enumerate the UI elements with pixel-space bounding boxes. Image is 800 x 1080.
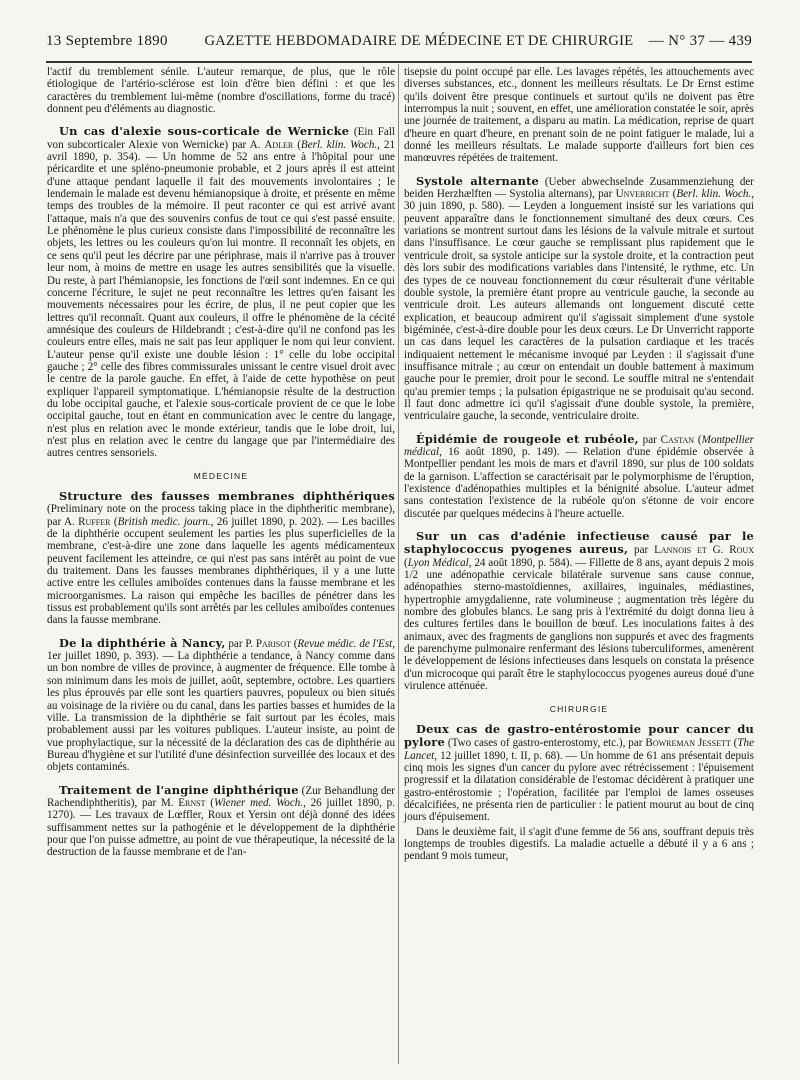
column-separator [398,64,399,1064]
article-author: Castan [660,433,695,446]
section-heading-chirurgie: CHIRURGIE [549,703,609,714]
issue-date: 13 Septembre 1890 [46,33,168,49]
article-body: La diphthérie a tendance, à Nancy comme dans un bon nombre de villes de province, à augmenter de fréquence. Elle tombe à son minimum dans les mois de juillet, août, septembre, octobre. Les quartiers les plus éprouvés par elle sont les quartiers pauvres, populeux ou bien situés au voisinage de la rivière ou du canal, dans les parties basses et humides de la ville. La transmission de la diphthérie se fait surtout par les écoles, mais probablement aussi par les voitures publiques. L'auteur insiste, au point de vue prophylactique, sur la nécessité de la déclaration des cas de diphthérie au Bureau d'hygiène et sur l'utilité d'une désinfection surveillée des locaux et des objets contaminés. [47,650,395,774]
article-source: Montpellier médical [404,433,754,458]
article-body-continued: Dans le deuxième fait, il s'agit d'une femme de 56 ans, souffrant depuis très longtemps de troubles digestifs. La maladie actuelle a débuté il y a 6 ans ; pendant 9 mois tumeur, [404,825,754,863]
article-body: Fillette de 8 ans, ayant depuis 2 mois 1/2 une adénopathie cervicale bilatérale survenue sans cause connue, adénopathies sterno-mastoïdiennes, axillaires, inguinales, médiastines, hypertrophie amygdalienne, rate volumineuse ; augmentation très légère du nombre des globules blancs. Le sang pris à l'extrémité du doigt donna lieu à des cultures fertiles dans le bouillon de bœuf. Les inoculations faites à des animaux, avec des fragments de ganglions non suppurés et avec des fragments de parenchyme pulmonaire renfermant des lésions tuberculiformes, amenèrent le développement de lésions infectieuses dans lesquels on constata la présence d'un microcoque qui paraît être le staphylococcus pyogenes aureus doué d'une virulence atténuée. [404,556,754,693]
article-body: — Un homme de 61 ans présentait depuis cinq mois les signes d'un cancer du pylore avec rétrécissement : l'épuisement progressif et la dilatation considérable de l'estomac décidèrent à pratiquer une gastro-entérostomie ; l'opération, facilitée par l'emploi de lames osseuses décalcifiées, ne présenta rien de particulier : le patient mourut au bout de cinq jours d'épuisement. [404,749,754,824]
article-title: Traitement de l'angine diphthérique [59,782,299,797]
left-column [47,66,395,861]
article-source: The Lancet [404,737,755,762]
article-title: Systole alternante [416,173,539,188]
article-title: Un cas d'alexie sous-corticale de Wernicke [59,124,350,139]
section-heading-medecine: MÉDECINE [193,470,249,481]
article-title: Deux cas de gastro-entérostomie pour cancer du pylore [404,721,754,750]
article-systole: Systole alternante (Ueber abwechselnde Zusammenziehung der beiden Herzhælften — Systolia alternans), par Unverricht (Berl. klin. Woch., 30 juin 1890, p. 580). — Leyden a longuement insisté sur les variations qui peuvent apparaître dans le fonctionnement simultané des deux cœurs. Ces variations se montrent surtout dans les lésions de la valvule mitrale et surtout dans l'insuffisance. Le cœur gauche se remplissant plus rapidement que le ventricule droit, sa systole anticipe sur la systole droite, et la contraction peut dès lors subir des modifications variables dans l'intensité, le rythme, etc. Un des types de ce nouveau fonctionnement du cœur résulterait d'une véritable double systole, la première étant propre au ventricule gauche, la seconde au ventricule droit. Les auteurs allemands ont longuement discuté cette explication, et beaucoup admirent qu'il s'agissait simplement d'une systole bigéminée, c'est-à-dire double pour les deux cœurs. Le Dr Unverricht rapporte un cas dans lequel les caractères de la pulsation cardiaque et les tracés indiquaient nettement le mécanisme invoqué par Leyden : il s'agissait d'une insuffisance mitrale ; au cœur on entendait un double battement à maximum gauche pour le premier, droit pour le second. Le souffle mitral ne s'entendait qu'au premier temps ; la pulsation épigastrique ne se produisait qu'au second. Il faut donc admettre ici qu'il s'agissait d'une double systole, la première, ventriculaire gauche, la seconde, ventriculaire droite. [404,173,755,423]
article-source: Revue médic. de l'Est [297,637,393,650]
article-body: Les travaux de Lœffler, Roux et Yersin ont déjà donné des idées suffisamment nettes sur la pathogénie et le développement de la diphthérie pour que l'on puisse admettre, au point de vue thérapeutique, la nécessité de la destruction de la fausse membrane et de l'an- [47,809,395,859]
article-author: Ernst [178,796,206,809]
article-source: Berl. klin. Woch. [676,188,752,201]
continued-paragraph: tisepsie du point occupé par elle. Les lavages répétés, les attouchements avec diverses substances, etc., donnent les meilleurs résultats. Le Dr Ernst estime qu'ils doivent être presque continuels et surtout qu'ils ne doivent pas être interrompus la nuit ; souvent, en effet, une amélioration constatée le soir, après une journée de traitement, a disparu au matin. La médication, reprise de quart d'heure en quart d'heure, en prenant soin de ne point fatiguer le malade, lui a donné les meilleurs résultats. Le malade supporte d'ailleurs fort bien ces manœuvres répétées de traitement. [404,66,754,165]
article-author: Bowreman Jessett [645,737,731,750]
journal-title: GAZETTE HEBDOMADAIRE DE MÉDECINE ET DE CHIRURGIE [204,33,634,49]
article-source: Wiener med. Woch. [213,796,304,809]
article-body: Relation d'une épidémie observée à Montpellier pendant les mois de mars et d'avril 1890, sur plus de 100 soldats de la garnison. L'affection se caractérisait par le polymorphisme de l'éruption, l'existence d'adénopathies multiples et la bénignité absolue. L'auteur admet sans contestation l'existence de la rubéole qu'on s'étonne de voir encore discutée par quelques médecins à l'heure actuelle. [404,445,755,520]
page-header [46,33,752,57]
article-source: Lyon Médical [407,556,469,569]
article-author: Lannois et G. Roux [654,544,754,557]
article-adenie: Sur un cas d'adénie infectieuse causé par le staphylococcus pyogenes aureus, par Lannois et G. Roux (Lyon Médical, 24 août 1890, p. 584). — Fillette de 8 ans, ayant depuis 2 mois 1/2 une adénopathie cervicale bilatérale survenue sans cause connue, adénopathies sterno-mastoïdiennes, axillaires, inguinales, médiastines, hypertrophie amygdalienne, rate volumineuse ; augmentation très légère du nombre des globules blancs. Le sang pris à l'extrémité du doigt donna lieu à des cultures fertiles dans le bouillon de bœuf. Les inoculations faites à des animaux, avec des fragments de ganglions non suppurés et avec des fragments de parenchyme pulmonaire renfermant des lésions tuberculiformes, amenèrent le développement de lésions infectieuses dans lesquels on constata la présence d'un microcoque qui paraît être le staphylococcus pyogenes aureus doué d'une virulence atténuée. [404,529,754,693]
right-column [404,66,754,865]
article-rougeole: Épidémie de rougeole et rubéole, par Castan (Montpellier médical, 16 août 1890, p. 149). — Relation d'une épidémie observée à Montpellier pendant les mois de mars et d'avril 1890, sur plus de 100 soldats de la garnison. L'affection se caractérisait par le polymorphisme de l'éruption, l'existence d'adénopathies multiples et la bénignité absolue. L'auteur admet sans contestation l'existence de la rubéole qu'on s'étonne de voir encore discutée par quelques médecins à l'heure actuelle. [404,431,755,520]
article-body: Leyden a longuement insisté sur les variations qui peuvent apparaître dans le fonctionnement simultané des deux cœurs. Ces variations se montrent surtout dans les lésions de la valvule mitrale et surtout dans l'insuffisance. Le cœur gauche se remplissant plus rapidement que le ventricule droit, sa systole anticipe sur la systole droite, et la contraction peut dès lors subir des modifications variables dans l'intensité, le rythme, etc. Un des types de ce nouveau fonctionnement du cœur résulterait d'une véritable double systole, la première étant propre au ventricule gauche, la seconde au ventricule droit. Les auteurs allemands ont longuement discuté cette explication, et beaucoup admirent qu'il s'agissait simplement d'une systole bigéminée, c'est-à-dire double pour les deux cœurs. Le Dr Unverricht rapporte un cas dans lequel les caractères de la pulsation cardiaque et les tracés indiquaient nettement le mécanisme invoqué par Leyden : il s'agissait d'une insuffisance mitrale ; au cœur on entendait un double battement à maximum gauche pour le premier, droit pour le second. Le souffle mitral ne s'entendait qu'au premier temps ; la pulsation épigastrique ne se produisait qu'au second. Il faut donc admettre ici qu'il s'agissait d'une double systole, la première, ventriculaire gauche, la seconde, ventriculaire droite. [404,200,755,423]
article-body: Les bacilles de la diphthérie occupent seulement les parties les plus superficielles de la membrane, c'est-à-dire une zone dans laquelle les agents médicamenteux peuvent facilement les atteindre, ce qui n'est pas sans intérêt au point de vue du traitement. Dans les fausses membranes diphthériques, il y a une lutte active entre les cellules amiboïdes contenues dans la fausse membrane et les microorganismes. La raison qui empêche les bacilles de pénétrer dans les tissus est probablement qu'ils sont arrêtés par les cellules amiboïdes contenues dans la fausse membrane. [47,515,395,627]
header-rule [46,61,752,63]
article-title: Sur un cas d'adénie infectieuse causé par le staphylococcus pyogenes aureus, [404,529,754,557]
article-title: Structure des fausses membranes diphthériques [59,489,395,503]
article-author: Adler [264,138,294,151]
issue-number: — N° 37 — 439 [648,33,752,49]
article-alexie: Un cas d'alexie sous-corticale de Wernicke (Ein Fall von subcorticaler Alexie von Wernicke) par A. Adler (Berl. klin. Woch., 21 avril 1890, p. 354). — Un homme de 52 ans entre à l'hôpital pour une péricardite et une spléno-pneumonie probable, et 2 jours après il est atteint d'une attaque pendant laquelle il fait des mouvements involontaires ; le lendemain le malade est devenu hémianopsique à droite, et présente en même temps des troubles de la mémoire. Il peut raconter ce qui est arrivé avant l'attaque, mais n'a que des souvenirs confus de tout ce qui s'est passé ensuite. Le phénomène le plus curieux consiste dans l'impossibilité de reconnaître les objets, les lettres ou les couleurs qu'on lui montre. Il reconnaît les objets, en ce sens qu'il peut les décrire par une périphrase, mais il n'arrive pas à trouver leur nom, à moins de mettre en usage les autres sensibilités que la visuelle. Du reste, à part l'hémianopsie, les fonctions de l'œil sont indemnes. En ce qui concerne l'écriture, le sujet ne peut reconnaître les lettres qu'en faisant les mouvements nécessaires pour les écrire, de plus, il ne peut copier que les lettres qu'il reconnaît. Quant aux couleurs, il offre le phénomène de la cécité amnésique des couleurs de Hildebrandt ; c'est-à-dire qu'il ne confond pas les couleurs entre elles, mais ne sait pas leur appliquer le nom qui leur convient. L'auteur pense qu'il existe une double lésion : 1° celle du lobe occipital gauche ; 2° celle des fibres commissurales unissant le centre visuel droit avec le centre de la parole gauche. En effet, à l'aide de cette hypothèse on peut expliquer l'appareil symptomatique. L'hémianopsie résulte de la destruction du lobe occipital gauche, et l'alexie sous-corticale provient de ce que le lobe occipital gauche, tout en étant en communication avec le centre du langage, n'est plus en relation avec le monde extérieur, tandis que le lobe droit, lui, n'est plus en relation avec le centre du langage que par l'intermédiaire des autres centres sensoriels. [47,124,395,460]
article-author: Ruffer [78,515,111,528]
article-gastro-enterostomie: Deux cas de gastro-entérostomie pour cancer du pylore (Two cases of gastro-enterostomy, etc.), par Bowreman Jessett (The Lancet, 12 juillet 1890, t. II, p. 68). — Un homme de 61 ans présentait depuis cinq mois les signes d'un cancer du pylore avec rétrécissement : l'épuisement progressif et la dilatation considérable de l'estomac décidèrent à pratiquer une gastro-entérostomie ; l'opération, facilitée par l'emploi de lames osseuses décalcifiées, ne présenta rien de particulier : le patient mourut au bout de cinq jours d'épuisement. [404,721,755,824]
article-author: Unverricht [615,188,670,201]
article-title: Épidémie de rougeole et rubéole, [416,431,639,446]
article-angine: Traitement de l'angine diphthérique (Zur Behandlung der Rachendiphtheritis), par M. Ernst (Wiener med. Woch., 26 juillet 1890, p. 1270). — Les travaux de Lœffler, Roux et Yersin ont déjà donné des idées suffisamment nettes sur la pathogénie et le développement de la diphthérie pour que l'on puisse admettre, au point de vue thérapeutique, la nécessité de la destruction de la fausse membrane et de l'an- [47,782,396,859]
article-title: De la diphthérie à Nancy, [59,635,226,650]
article-source: Berl. klin. Woch. [300,138,378,151]
article-source: British medic. journ. [117,515,211,528]
article-author: Parisot [255,637,291,650]
article-body: Un homme de 52 ans entre à l'hôpital pour une péricardite et une spléno-pneumonie probable, et 2 jours après il est atteint d'une attaque pendant laquelle il fait des mouvements involontaires ; le lendemain le malade est devenu hémianopsique à droite, et présente en même temps des troubles de la mémoire. Il peut raconter ce qui est arrivé avant l'attaque, mais n'a que des souvenirs confus de tout ce qui s'est passé ensuite. Le phénomène le plus curieux consiste dans l'impossibilité de reconnaître les objets, les lettres ou les couleurs qu'on lui montre. Il reconnaît les objets, en ce sens qu'il peut les décrire par une périphrase, mais il n'arrive pas à trouver leur nom, à moins de mettre en usage les autres sensibilités que la visuelle. Du reste, à part l'hémianopsie, les fonctions de l'œil sont indemnes. En ce qui concerne l'écriture, le sujet ne peut reconnaître les lettres qu'en faisant les mouvements nécessaires pour les écrire, de plus, il ne peut copier que les lettres qu'il reconnaît. Quant aux couleurs, il offre le phénomène de la cécité amnésique des couleurs de Hildebrandt ; c'est-à-dire qu'il ne confond pas les couleurs entre elles, mais ne sait pas leur appliquer le nom qui leur convient. L'auteur pense qu'il existe une double lésion : 1° celle du lobe occipital gauche ; 2° celle des fibres commissurales unissant le centre visuel droit avec le centre de la parole gauche. En effet, à l'aide de cette hypothèse on peut expliquer l'appareil symptomatique. L'hémianopsie résulte de la destruction du lobe occipital gauche, et l'alexie sous-corticale provient de ce que le lobe occipital gauche, tout en étant en communication avec le centre du langage, n'est plus en relation avec le monde extérieur, tandis que le lobe droit, lui, n'est plus en relation avec le centre du langage que par l'intermédiaire des autres centres sensoriels. [47,151,395,460]
continued-paragraph: l'actif du tremblement sénile. L'auteur remarque, de plus, que le rôle étiologique de l'artério-sclérose est loin d'être bien défini : et que les caractères du tremblement lui-même (nombre d'oscillations, forme du tracé) donnent peu d'éléments au diagnostic. [47,66,395,116]
article-diphtherie-nancy: De la diphthérie à Nancy, par P. Parisot (Revue médic. de l'Est, 1er juillet 1890, p. 393). — La diphthérie a tendance, à Nancy comme dans un bon nombre de villes de province, à augmenter de fréquence. Elle tombe à son minimum dans les mois de juillet, août, septembre, octobre. Les quartiers les plus éprouvés par elle sont les quartiers pauvres, populeux ou bien situés au voisinage de la rivière ou du canal, dans les parties basses et humides de la ville. La transmission de la diphthérie se fait surtout par les écoles, mais probablement aussi par les voitures publiques. L'auteur insiste, au point de vue prophylactique, sur la nécessité de la déclaration des cas de diphthérie au Bureau d'hygiène et sur l'utilité d'une désinfection surveillée des locaux et des objets contaminés. [47,635,396,774]
article-fausses-membranes: Structure des fausses membranes diphthériques (Preliminary note on the process taking place in the diphtheritic membrane), par A. Ruffer (British medic. journ., 26 juillet 1890, p. 202). — Les bacilles de la diphthérie occupent seulement les parties les plus superficielles de la membrane, c'est-à-dire une zone dans laquelle les agents médicamenteux peuvent facilement les atteindre, ce qui n'est pas sans intérêt au point de vue du traitement. Dans les fausses membranes diphthériques, il y a une lutte active entre les cellules amiboïdes contenues dans la fausse membrane et les microorganismes. La raison qui empêche les bacilles de pénétrer dans les tissus est probablement qu'ils sont arrêtés par les cellules amiboïdes contenues dans la fausse membrane. [47,489,395,627]
